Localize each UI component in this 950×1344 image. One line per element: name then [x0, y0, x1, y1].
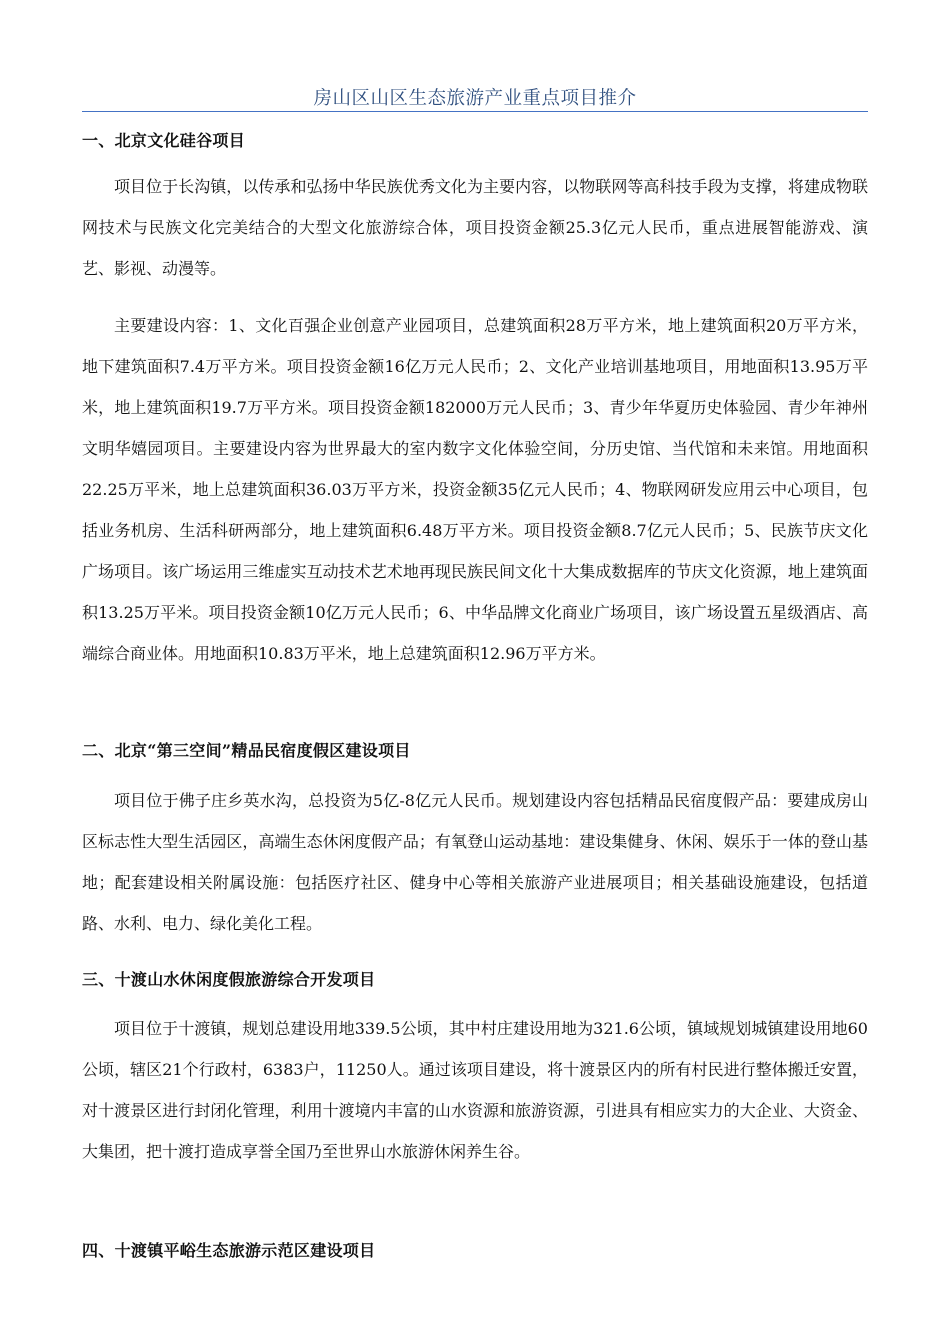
section-2-paragraph-1: 项目位于佛子庄乡英水沟，总投资为5亿-8亿元人民币。规划建设内容包括精品民宿度假产品：要建成房山区标志性大型生活园区，高端生态休闲度假产品；有氧登山运动基地：建设集健身、休闲、娱乐于一体的登山基地；配套建设相关附属设施：包括医疗社区、健身中心等相关旅游产业进展项目；相关基础设施建设，包括道路、水利、电力、绿化美化工程。 — [82, 791, 868, 933]
section-1-heading: 一、北京文化硅谷项目 — [82, 131, 246, 150]
section-2-heading: 二、北京“第三空间”精品民宿度假区建设项目 — [82, 741, 411, 760]
section-4-heading: 四、十渡镇平峪生态旅游示范区建设项目 — [82, 1241, 376, 1260]
section-1-paragraph-1: 项目位于长沟镇，以传承和弘扬中华民族优秀文化为主要内容，以物联网等高科技手段为支撑，将建成物联网技术与民族文化完美结合的大型文化旅游综合体，项目投资金额25.3亿元人民币，重点进展智能游戏、演艺、影视、动漫等。 — [82, 177, 868, 278]
document-title: 房山区山区生态旅游产业重点项目推介 — [313, 88, 637, 109]
section-3-paragraph-1: 项目位于十渡镇，规划总建设用地339.5公顷，其中村庄建设用地为321.6公顷，镇域规划城镇建设用地60公顷，辖区21个行政村，6383户，11250人。通过该项目建设，将十渡景区内的所有村民进行整体搬迁安置，对十渡景区进行封闭化管理，利用十渡境内丰富的山水资源和旅游资源，引进具有相应实力的大企业、大资金、大集团，把十渡打造成享誉全国乃至世界山水旅游休闲养生谷。 — [82, 1019, 868, 1161]
title-underline — [82, 111, 868, 112]
section-1-paragraph-2: 主要建设内容：1、文化百强企业创意产业园项目，总建筑面积28万平方米，地上建筑面积20万平方米，地下建筑面积7.4万平方米。项目投资金额16亿万元人民币；2、文化产业培训基地项目，用地面积13.95万平米，地上建筑面积19.7万平方米。项目投资金额182000万元人民币；3、青少年华夏历史体验园、青少年神州文明华嬉园项目。主要建设内容为世界最大的室内数字文化体验空间，分历史馆、当代馆和未来馆。用地面积22.25万平米，地上总建筑面积36.03万平方米，投资金额35亿元人民币；4、物联网研发应用云中心项目，包括业务机房、生活科研两部分，地上建筑面积6.48万平方米。项目投资金额8.7亿元人民币；5、民族节庆文化广场项目。该广场运用三维虚实互动技术艺术地再现民族民间文化十大集成数据库的节庆文化资源，地上建筑面积13.25万平米。项目投资金额10亿万元人民币；6、中华品牌文化商业广场项目，该广场设置五星级酒店、高端综合商业体。用地面积10.83万平米，地上总建筑面积12.96万平方米。 — [82, 316, 868, 663]
section-3-heading: 三、十渡山水休闲度假旅游综合开发项目 — [82, 970, 376, 989]
